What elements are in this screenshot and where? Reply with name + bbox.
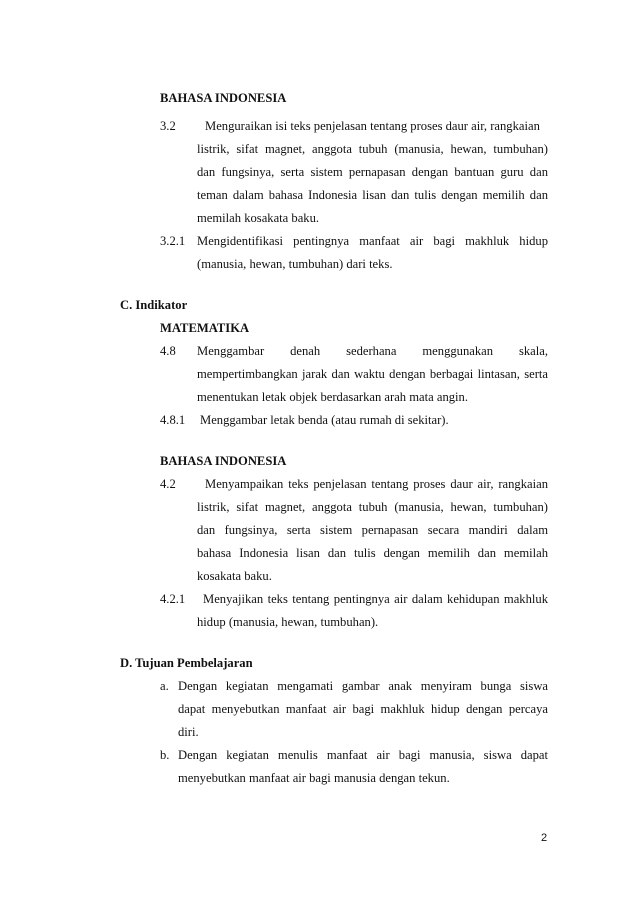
item-a-line-1: Dengan kegiatan mengamati gambar anak menyiram bunga siswa: [178, 679, 548, 693]
kd-3-2-line-4: teman dalam bahasa Indonesia lisan dan tulis dengan memilih dan: [197, 188, 548, 202]
ind-4-2-1-line-2: hidup (manusia, hewan, tumbuhan).: [197, 615, 379, 629]
kd-4-8-line-3: menentukan letak objek berdasarkan arah mata angin.: [197, 390, 468, 404]
ind-4-2-1-number: 4.2.1: [160, 592, 186, 606]
kd-3-2-line-3: dan fungsinya, serta sistem pernapasan dengan bantuan guru dan: [197, 165, 548, 179]
bahasa-indonesia-heading-1: BAHASA INDONESIA: [160, 91, 287, 105]
kd-4-8-number: 4.8: [160, 344, 176, 358]
kd-4-2-line-1: Menyampaikan teks penjelasan tentang proses daur air, rangkaian: [205, 477, 548, 491]
kd-3-2-line-2: listrik, sifat magnet, anggota tubuh (manusia, hewan, tumbuhan): [197, 142, 548, 156]
section-c-heading: C. Indikator: [120, 298, 188, 312]
matematika-heading: MATEMATIKA: [160, 321, 250, 335]
item-b-marker: b.: [160, 748, 170, 762]
section-d-heading: D. Tujuan Pembelajaran: [120, 656, 253, 670]
kd-3-2-line-1: [205, 118, 548, 134]
kd-4-2-line-3: dan fungsinya, serta sistem pernapasan secara mandiri dalam: [197, 523, 548, 537]
item-a-line-2: dapat menyebutkan manfaat air bagi makhluk hidup dengan percaya: [178, 702, 548, 716]
kd-4-2-line-5: kosakata baku.: [197, 569, 272, 583]
ind-3-2-1-line-2: (manusia, hewan, tumbuhan) dari teks.: [197, 257, 393, 271]
item-a-line-3: diri.: [178, 725, 199, 739]
ind-3-2-1-number: 3.2.1: [160, 234, 186, 248]
kd-4-8-line-1: Menggambar denah sederhana menggunakan skala,: [197, 344, 548, 358]
page-number: 2: [541, 832, 548, 844]
ind-3-2-1-line-1: Mengidentifikasi pentingnya manfaat air bagi makhluk hidup: [197, 234, 548, 248]
kd-4-2-line-4: bahasa Indonesia lisan dan tulis dengan memilih dan memilah: [197, 546, 548, 560]
kd-3-2-text-1: Menguraikan isi teks penjelasan tentang proses daur air, rangkaian: [205, 119, 540, 133]
bahasa-indonesia-heading-2: BAHASA INDONESIA: [160, 454, 287, 468]
item-b-line-2: menyebutkan manfaat air bagi manusia dengan tekun.: [178, 771, 450, 785]
item-a-marker: a.: [160, 679, 169, 693]
ind-4-2-1-line-1: Menyajikan teks tentang pentingnya air dalam kehidupan makhluk: [203, 592, 548, 606]
ind-4-8-1-number: 4.8.1: [160, 413, 186, 427]
kd-4-2-line-2: listrik, sifat magnet, anggota tubuh (manusia, hewan, tumbuhan): [197, 500, 548, 514]
kd-3-2-line-5: memilah kosakata baku.: [197, 211, 320, 225]
kd-4-2-number: 4.2: [160, 477, 176, 491]
kd-3-2-number: 3.2: [160, 119, 176, 133]
item-b-line-1: Dengan kegiatan menulis manfaat air bagi manusia, siswa dapat: [178, 748, 548, 762]
ind-4-8-1-line-1: Menggambar letak benda (atau rumah di sekitar).: [200, 413, 449, 427]
kd-4-8-line-2: mempertimbangkan jarak dan waktu dengan berbagai lintasan, serta: [197, 367, 548, 381]
